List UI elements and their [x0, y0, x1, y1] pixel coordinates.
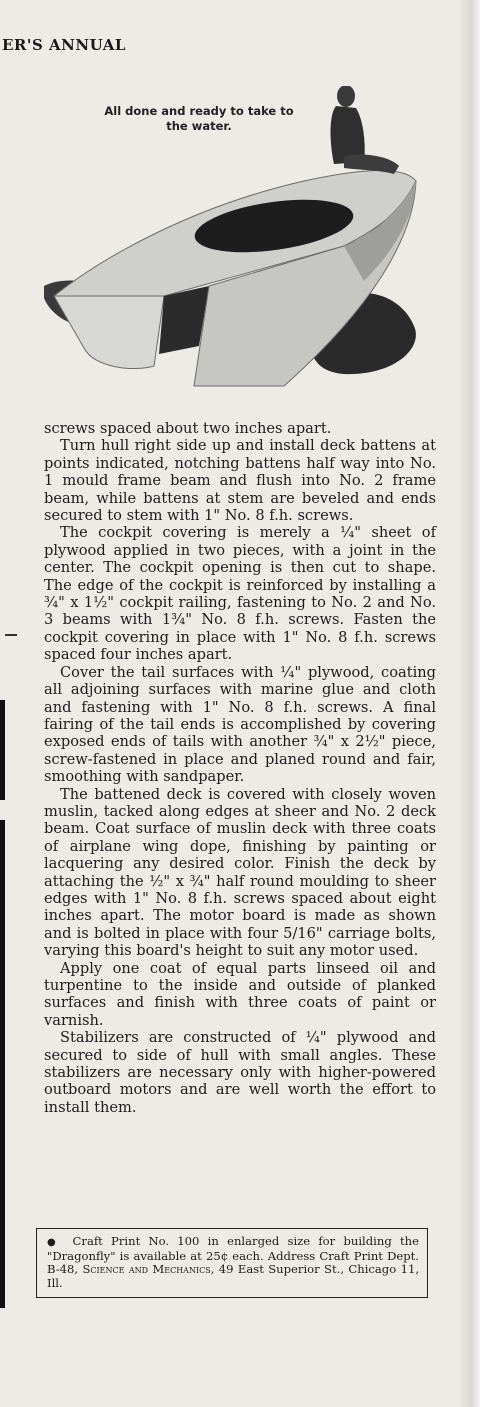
- paragraph-7: Stabilizers are constructed of ¼" plywood and secured to side of hull with small angles. These stabilizers are necessary only with higher-powered outboard motors and are well worth the effort to install them.: [44, 1029, 436, 1116]
- column-rule-lower: [0, 820, 5, 1308]
- man-head: [337, 86, 355, 107]
- note-text-after: , 49 East Superior St., Chicago 11, Ill.: [47, 1262, 420, 1290]
- boat-illustration: [44, 86, 436, 406]
- column-rule-upper: [0, 700, 5, 800]
- article-body: [44, 420, 436, 1116]
- paragraph-5: The battened deck is covered with closely woven muslin, tacked along edges at sheer and No. 2 deck beam. Coat surface of muslin deck with three coats of airplane wing dope, finishing by painting or lacquering any desired color. Finish the deck by attaching the ½" x ¾" half round moulding to sheer edges with 1" No. 8 f.h. screws spaced about eight inches apart. The motor board is made as shown and is bolted in place with four 5/16" carriage bolts, varying this board's height to suit any motor used.: [44, 785, 436, 960]
- page-edge-shadow: [458, 0, 480, 1407]
- paragraph-4: Cover the tail surfaces with ¼" plywood, coating all adjoining surfaces with marine glue and cloth and fastening with 1" No. 8 f.h. screws. A final fairing of the tail ends is accomplished by covering exposed ends of tails with another ¾" x 2½" piece, screw-fastened in place and planed round and fair, smoothing with sandpaper.: [44, 663, 436, 786]
- craft-print-note: [36, 1228, 428, 1298]
- paragraph-2: Turn hull right side up and install deck battens at points indicated, notching battens half way into No. 1 mould frame beam and flush into No. 2 frame beam, while battens at stem are beveled and ends secured to stem with 1" No. 8 f.h. screws.: [44, 437, 436, 525]
- boat-photo: [44, 86, 436, 406]
- paragraph-3: The cockpit covering is merely a ¼" sheet of plywood applied in two pieces, with a joint in the center. The cockpit opening is then cut to shape. The edge of the cockpit is reinforced by installing a ¾" x 1½" cockpit railing, fastening to No. 2 and No. 3 beams with 1¾" No. 8 f.h. screws. Fasten the cockpit covering in place with 1" No. 8 f.h. screws spaced four inches apart.: [44, 524, 436, 664]
- running-header: ER'S ANNUAL: [2, 36, 126, 54]
- bullet-icon: ●: [47, 1237, 61, 1248]
- paragraph-1: screws spaced about two inches apart.: [44, 420, 332, 437]
- left-tail: [54, 296, 164, 369]
- note-text-before: Craft Print No. 100 in enlarged size for building the "Dragonfly" is available at 25¢ each. Address Craft Print Dept. B-48,: [47, 1234, 419, 1277]
- paragraph-6: Apply one coat of equal parts linseed oil and turpentine to the inside and outside of planked surfaces and finish with three coats of paint or varnish.: [44, 959, 436, 1029]
- magazine-name: Science and Mechanics: [82, 1262, 211, 1277]
- photo-caption: All done and ready to take to the water.: [104, 104, 294, 133]
- note-text: [47, 1235, 419, 1290]
- margin-mark: [5, 634, 17, 636]
